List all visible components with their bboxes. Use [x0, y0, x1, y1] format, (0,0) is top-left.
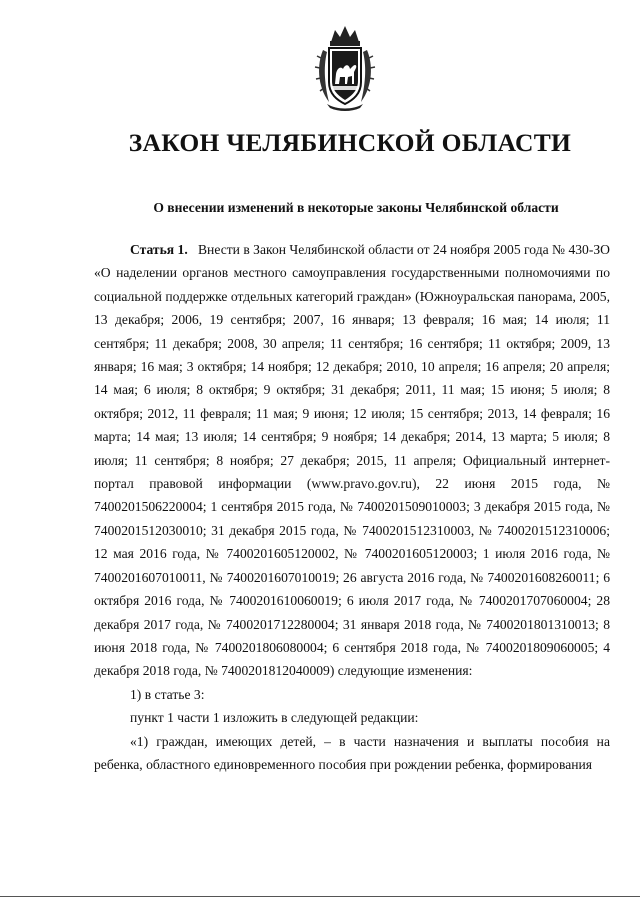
- list-item-1: 1) в статье 3:: [130, 686, 205, 702]
- law-title: ЗАКОН ЧЕЛЯБИНСКОЙ ОБЛАСТИ: [128, 128, 572, 157]
- document-body: [94, 238, 610, 776]
- chelyabinsk-coat-of-arms-icon: [313, 24, 377, 112]
- article-label: Статья 1.: [130, 242, 188, 257]
- article-1-paragraph: [94, 238, 610, 683]
- article-1-text: Внести в Закон Челябинской области от 24 ноября 2005 года № 430-ЗО «О наделении органов местного самоуправления государственными полномочиями по социальной поддержке отдельных категорий граждан» (Южноуральская панорама, 2005, 13 декабря; 2006, 19 сентября; 2007, 16 января; 13 февраля; 16 мая; 14 июля; 11 сентября; 11 декабря; 2008, 30 апреля; 11 сентября; 16 сентября; 11 октября; 2009, 13 января; 16 мая; 3 октября; 14 ноября; 12 декабря; 2010, 10 апреля; 16 апреля; 20 апреля; 14 мая; 6 июля; 8 октября; 9 октября; 31 декабря; 2011, 11 мая; 15 июня; 5 июля; 8 октября; 2012, 11 февраля; 11 мая; 9 июня; 12 июля; 15 сентября; 2013, 14 февраля; 16 марта; 14 мая; 13 июля; 14 сентября; 9 ноября; 14 декабря; 2014, 13 марта; 5 июля; 8 июля; 11 сентября; 8 ноября; 27 декабря; 2015, 11 апреля; Официальный интернет-портал правовой информации (www.pravo.gov.ru), 22 июня 2015 года, № 7400201506220004; 1 сентября 2015 года, № 7400201509010003; 3 декабря 2015 года, № 7400201512030010; 31 декабря 2015 года, № 7400201512310003, № 7400201512310006; 12 мая 2016 года, № 7400201605120002, № 7400201605120003; 1 июля 2016 года, № 7400201607010011, № 7400201607010019; 26 августа 2016 года, № 7400201608260011; 6 октября 2016 года, № 7400201610060019; 6 июля 2017 года, № 7400201707060004; 28 декабря 2017 года, № 7400201712280004; 31 января 2018 года, № 7400201801310013; 8 июня 2018 года, № 7400201806080004; 6 сентября 2018 года, № 7400201809060005; 4 декабря 2018 года, № 7400201812040009) следующие изменения:: [94, 242, 610, 679]
- page-bottom-divider: [0, 896, 640, 897]
- list-item-3: «1) граждан, имеющих детей, – в части назначения и выплаты пособия на ребенка, областного единовременного пособия при рождении ребенка, формирования: [94, 733, 610, 772]
- list-item-2: пункт 1 части 1 изложить в следующей редакции:: [130, 710, 419, 726]
- law-subtitle: О внесении изменений в некоторые законы Челябинской области: [153, 200, 559, 215]
